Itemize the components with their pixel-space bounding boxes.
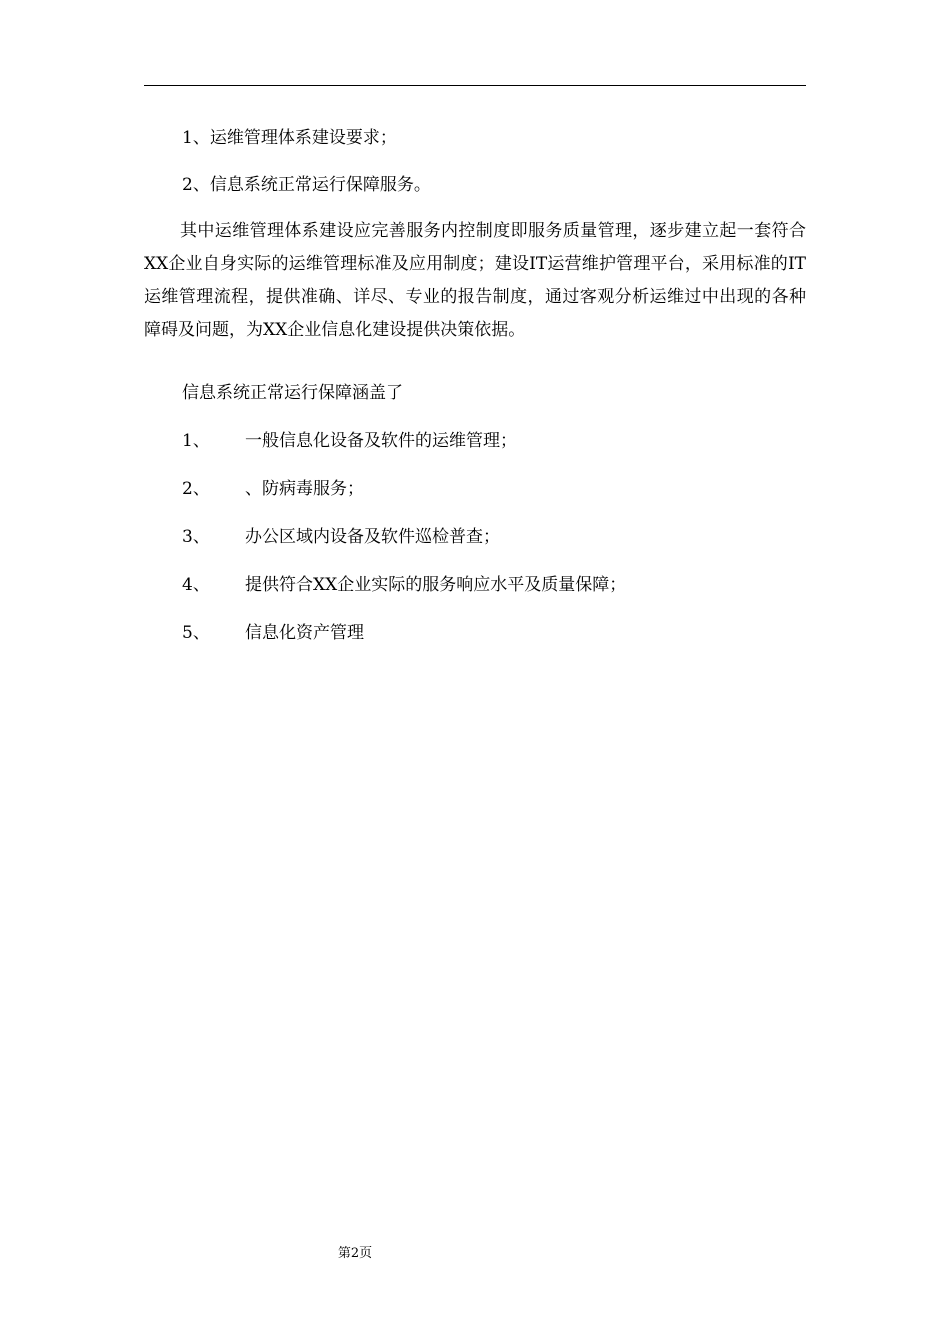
list-item-number: 4、	[182, 575, 210, 595]
list-item-number: 5、	[182, 623, 210, 643]
body-paragraph: 其中运维管理体系建设应完善服务内控制度即服务质量管理，逐步建立起一套符合XX企业自身实际的运维管理标准及应用制度；建设IT运营维护管理平台，采用标准的IT运维管理流程，提供准确、详尽、专业的报告制度，通过客观分析运维过中出现的各种障碍及问题，为XX企业信息化建设提供决策依据。	[144, 221, 806, 340]
intro-item-2: 2、信息系统正常运行保障服务。	[182, 175, 431, 195]
header-rule	[144, 85, 806, 86]
list-item-number: 3、	[182, 527, 210, 547]
intro-item-1: 1、运维管理体系建设要求；	[182, 128, 397, 148]
list-item-number: 1、	[182, 431, 210, 451]
list-item-text: 提供符合XX企业实际的服务响应水平及质量保障；	[245, 575, 627, 595]
page-number: 第2页	[337, 1246, 373, 1261]
list-item-text: 信息化资产管理	[245, 623, 364, 643]
list-item-number: 2、	[182, 479, 210, 499]
list-item-text: 、防病毒服务；	[245, 479, 364, 499]
list-item-text: 办公区域内设备及软件巡检普查；	[245, 527, 500, 547]
section-heading: 信息系统正常运行保障涵盖了	[182, 383, 403, 403]
list-item-text: 一般信息化设备及软件的运维管理；	[245, 431, 517, 451]
